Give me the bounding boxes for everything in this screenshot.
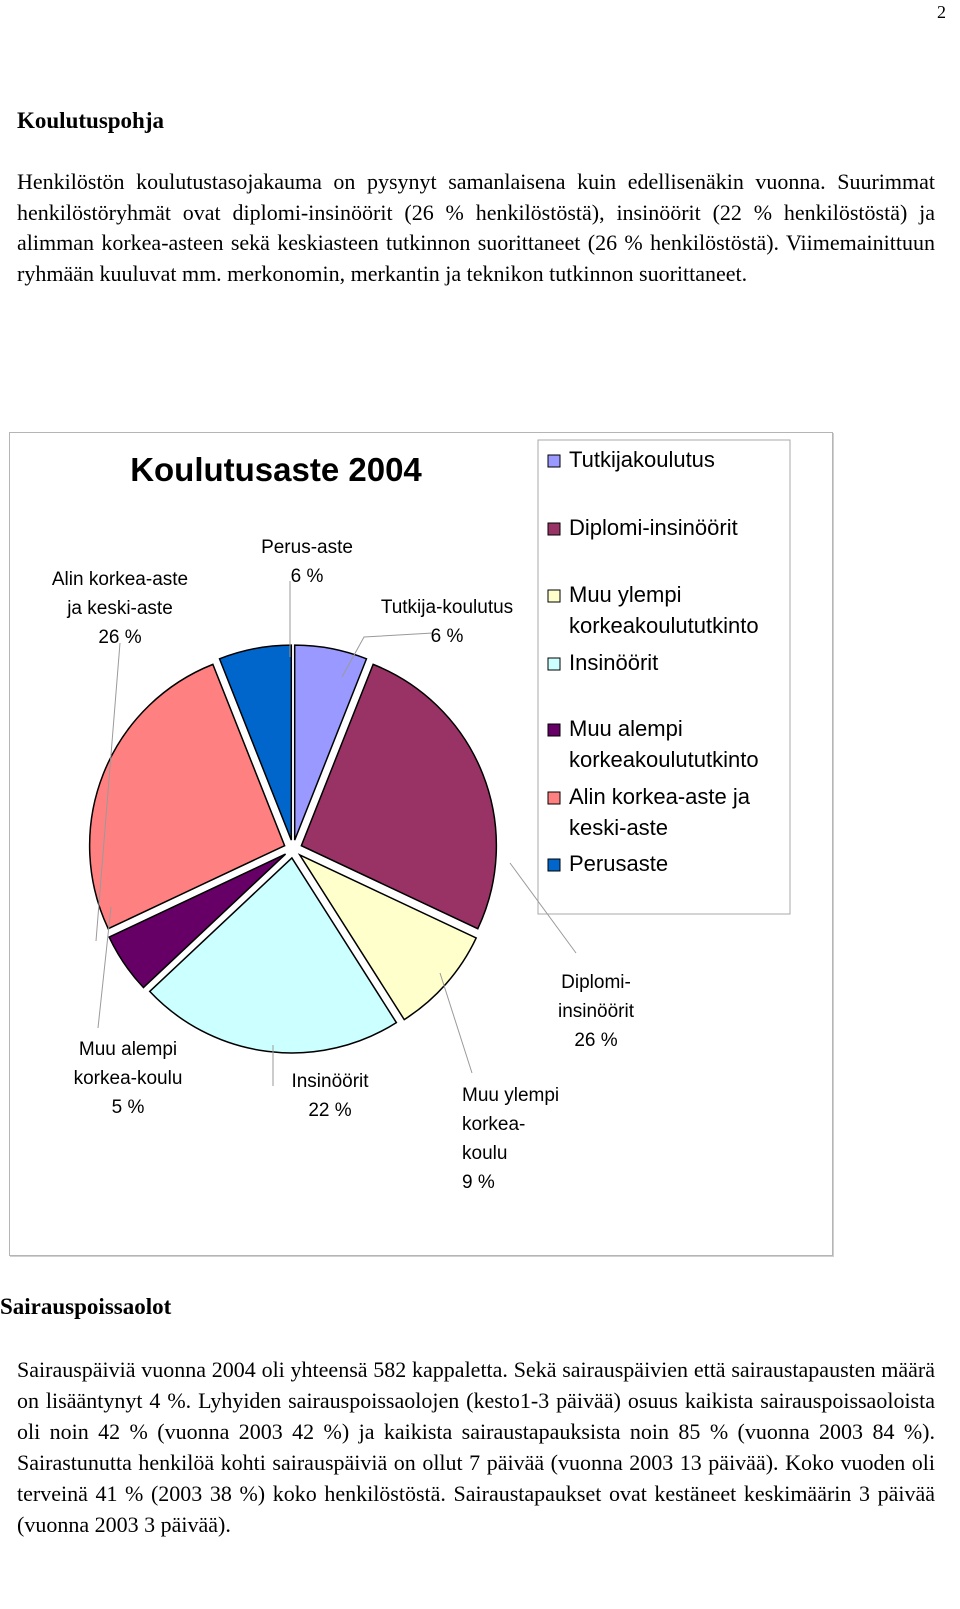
- data-label-tutkijakoulutus: Tutkija-koulutus 6 %: [380, 597, 514, 647]
- legend-item-tutkijakoulutus: [548, 447, 715, 472]
- legend-label-alin-korkea-aste-ja-keski-aste: Alin korkea-aste ja keski-aste: [569, 784, 750, 840]
- data-label-muu-alempi-korkeakoulututkinto: Muu alempi korkea-koulu 5 %: [73, 1039, 183, 1118]
- data-label-diplomi-insinöörit: Diplomi-insinöörit 26 %: [557, 972, 635, 1051]
- legend-label-insinöörit: Insinöörit: [569, 650, 659, 675]
- legend-label-muu-ylempi-korkeakoulututkinto: Muu ylempi korkeakoulututkinto: [569, 582, 759, 638]
- legend-swatch-muu-ylempi-korkeakoulututkinto: [548, 590, 560, 602]
- leader-line-muu-ylempi-korkeakoulututkinto: [440, 973, 472, 1073]
- data-label-insinöörit: Insinöörit 22 %: [291, 1071, 369, 1121]
- data-label-muu-ylempi-korkeakoulututkinto: Muu ylempi korkea-koulu 9 %: [462, 1085, 560, 1193]
- legend-swatch-tutkijakoulutus: [548, 455, 560, 467]
- data-label-perusaste: Perus-aste 6 %: [261, 537, 353, 587]
- paragraph-sairauspoissaolot: Sairauspäiviä vuonna 2004 oli yhteensä 582 kappaletta. Sekä sairauspäivien että sairaustapausten määrä on lisääntynyt 4 %. Lyhyiden sairauspoissaolojen (kesto1-3 päivää) osuus kaikista sairauspoissaoloista oli noin 42 % (vuonna 2003 42 %) ja kaikista sairaustapauksista noin 85 % (vuonna 2003 84 %). Sairastunutta henkilöä kohti sairauspäiviä on ollut 7 päivää (vuonna 2003 13 päivää). Koko vuoden oli terveinä 41 % (2003 38 %) koko henkilöstöstä. Sairaustapaukset ovat kestäneet keskimäärin 3 päivää (vuonna 2003 3 päivää).: [17, 1357, 935, 1537]
- paragraph-koulutuspohja: Henkilöstön koulutustasojakauma on pysynyt samanlaisena kuin edellisenäkin vuonna. Suurimmat henkilöstöryhmät ovat diplomi-insinöörit (26 % henkilöstöstä), insinöörit (22 % henkilöstöstä) ja alimman korkea-asteen sekä keskiasteen tutkinnon suorittaneet (26 % henkilöstöstä). Viimemainittuun ryhmään kuuluvat mm. merkonomin, merkantin ja teknikon tutkinnon suorittaneet.: [17, 169, 935, 286]
- legend-box: [538, 440, 790, 914]
- section-heading-koulutuspohja: Koulutuspohja: [17, 108, 165, 133]
- chart-frame: [9, 432, 833, 1256]
- section-heading-sairauspoissaolot: Sairauspoissaolot: [0, 1294, 172, 1319]
- pie-slices: [90, 645, 497, 1053]
- data-label-alin-korkea-aste-ja-keski-aste: Alin korkea-aste ja keski-aste 26 %: [51, 569, 189, 648]
- legend-swatch-alin-korkea-aste-ja-keski-aste: [548, 792, 560, 804]
- legend-label-diplomi-insinöörit: Diplomi-insinöörit: [569, 515, 738, 540]
- legend-label-tutkijakoulutus: Tutkijakoulutus: [569, 447, 715, 472]
- legend-swatch-diplomi-insinöörit: [548, 523, 560, 535]
- legend-label-muu-alempi-korkeakoulututkinto: Muu alempi korkeakoulututkinto: [569, 716, 759, 772]
- legend-swatch-insinöörit: [548, 658, 560, 670]
- legend-item-diplomi-insinöörit: [548, 515, 738, 540]
- chart-title: Koulutusaste 2004: [130, 451, 422, 488]
- legend-swatch-muu-alempi-korkeakoulututkinto: [548, 724, 560, 736]
- leader-line-muu-alempi-korkeakoulututkinto: [98, 907, 111, 1028]
- legend-swatch-perusaste: [548, 859, 560, 871]
- legend-label-perusaste: Perusaste: [569, 851, 669, 876]
- pie-chart: [10, 433, 834, 1257]
- page-number: 2: [937, 2, 946, 22]
